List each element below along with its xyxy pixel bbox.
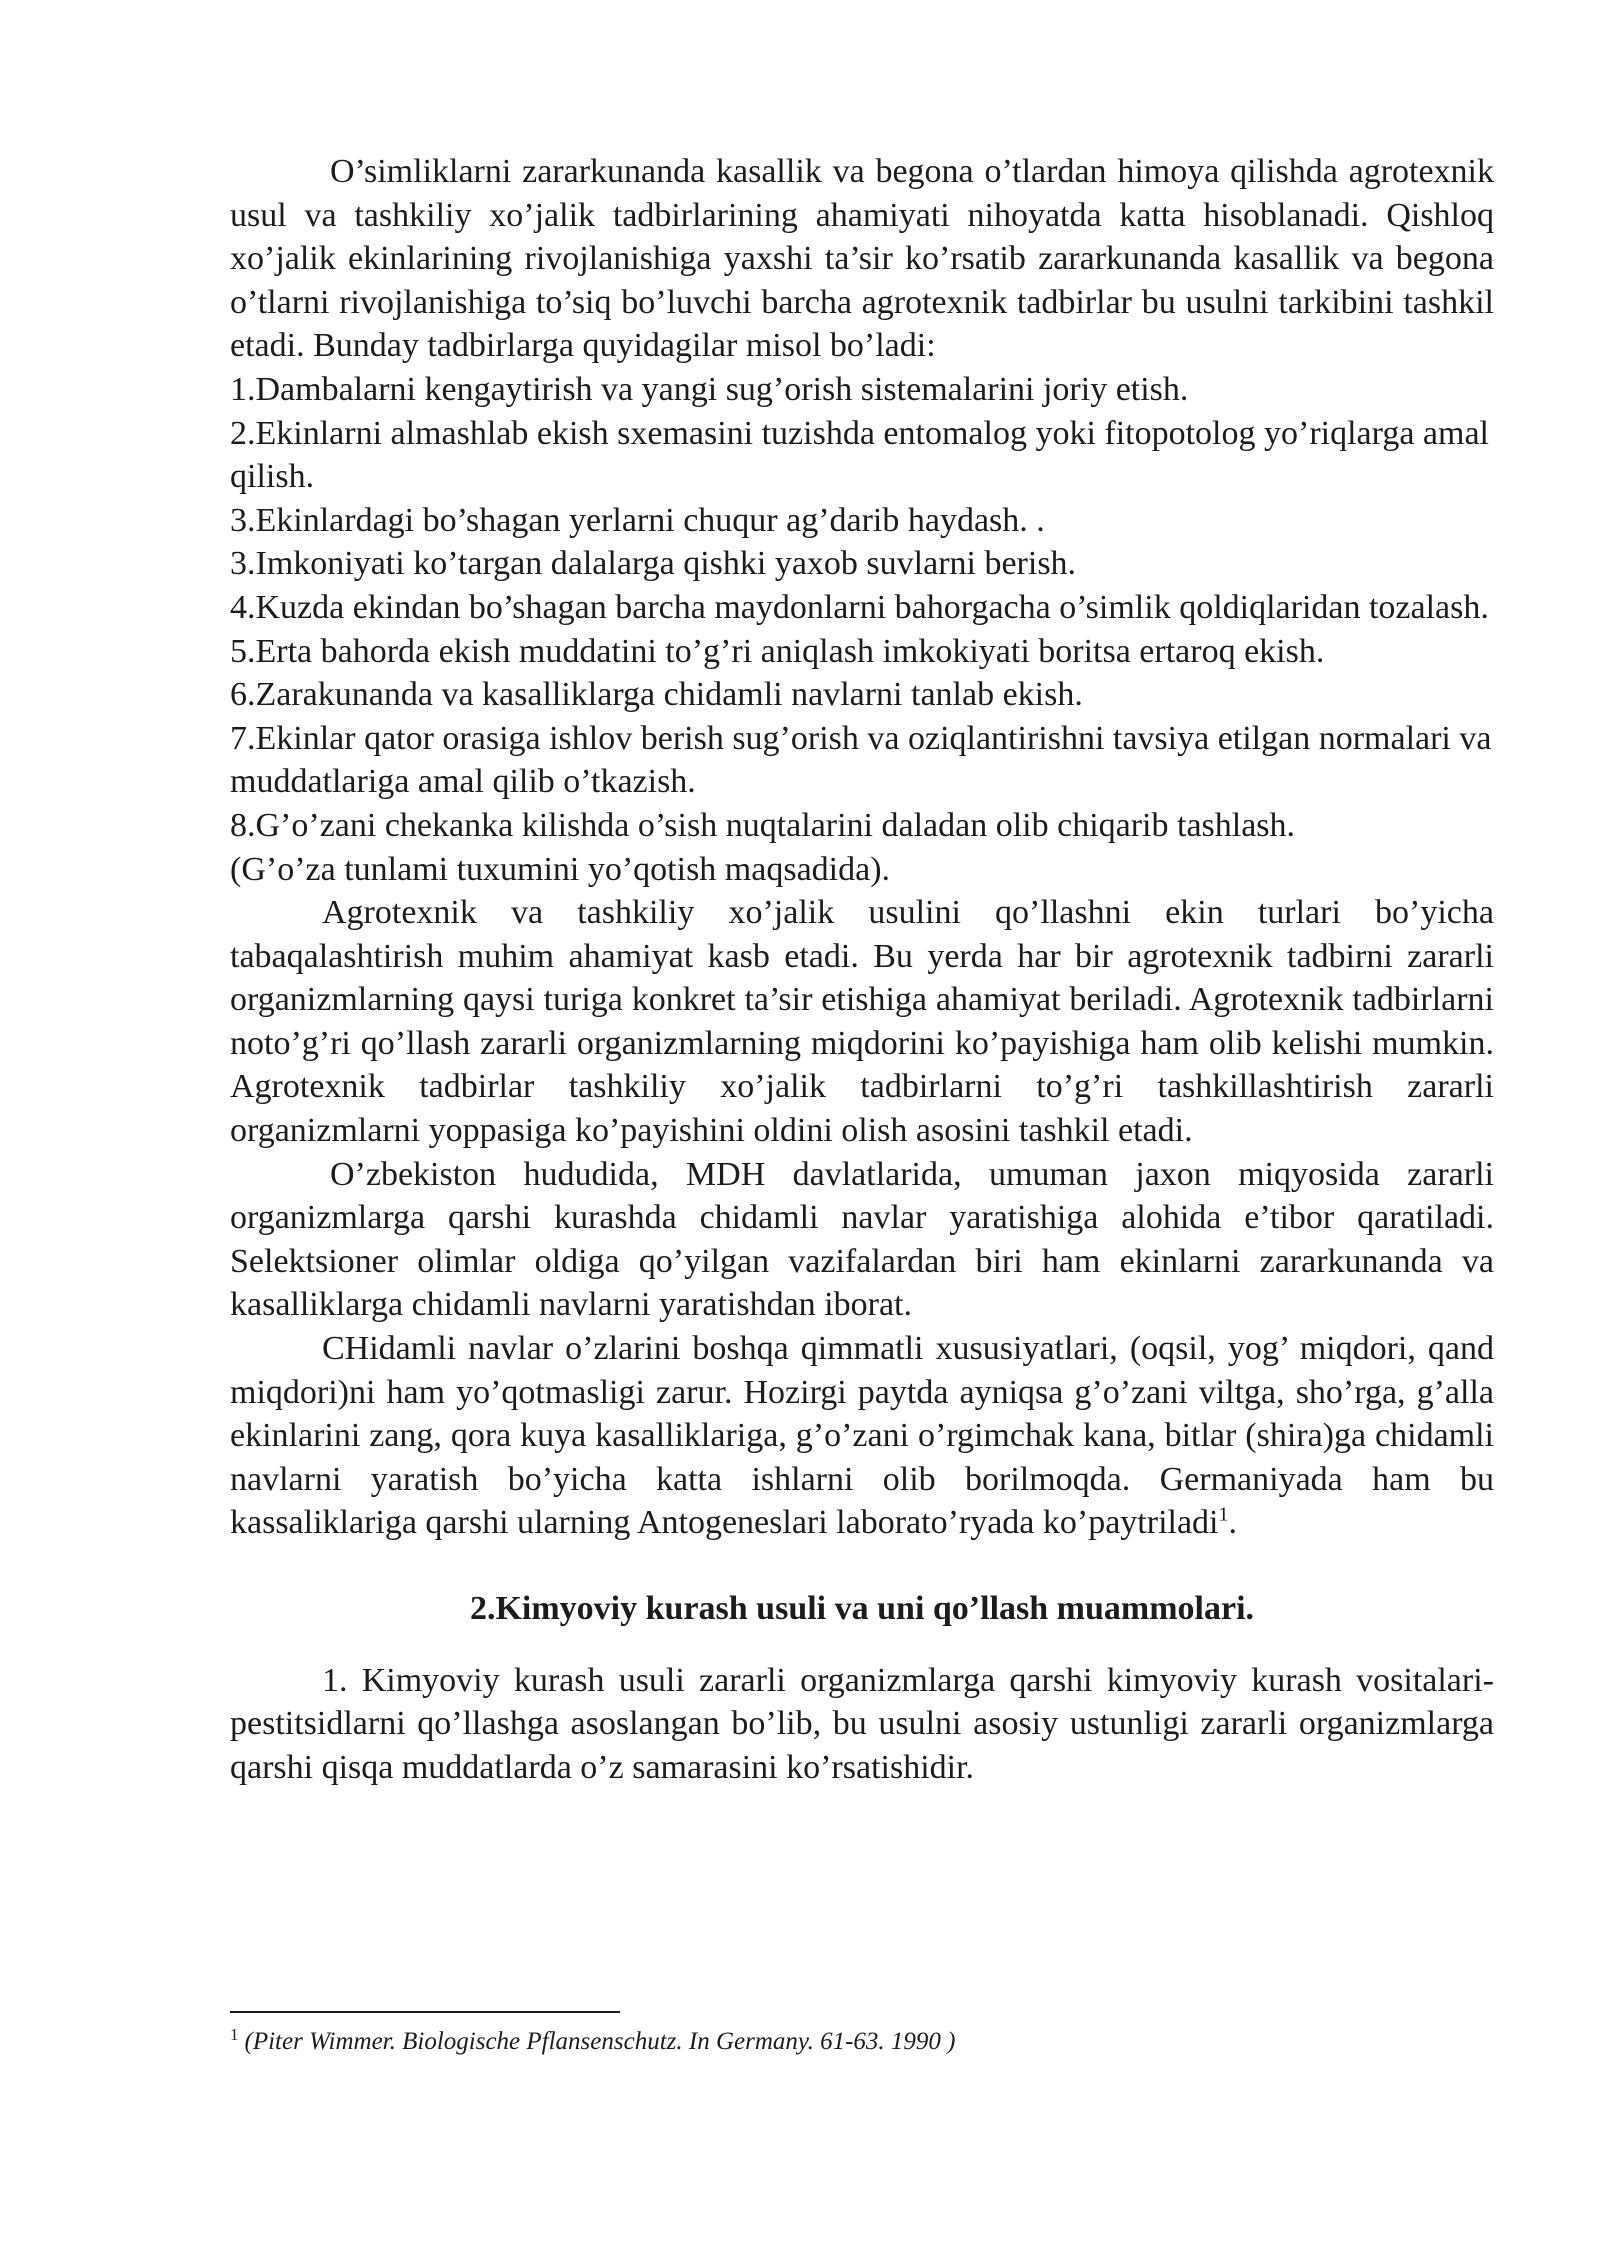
document-body xyxy=(230,150,1494,1789)
paragraph-resistance-text: CHidamli navlar o’zlarini boshqa qimmatli xususiyatlari, (oqsil, yog’ miqdori, qand miqdori)ni ham yo’qotmasligi zarur. Hozirgi paytda ayniqsa g’o’zani viltga, sho’rga, g’alla ekinlarini zang, qora kuya kasalliklariga, g’o’zani o’rgimchak kana, bitlar (shira)ga chidamli navlarni yaratish bo’yicha katta ishlarni olib borilmoqda. Germaniyada ham bu kassaliklariga qarshi ularning Antogeneslari laborato’ryada ko’paytriladi xyxy=(230,1330,1494,1542)
footnote-divider xyxy=(230,2011,620,2013)
list-item: 7.Ekinlar qator orasiga ishlov berish sug’orish va oziqlantirishni tavsiya etilgan normalari va muddatlariga amal qilib o’tkazish. xyxy=(230,719,1492,801)
list-item: 8.G’o’zani chekanka kilishda o’sish nuqtalarini daladan olib chiqarib tashlash. xyxy=(230,806,1296,844)
list-item: 4.Kuzda ekindan bo’shagan barcha maydonlarni bahorgacha o’simlik qoldiqlaridan tozalash. xyxy=(230,588,1489,626)
footnote-text: (Piter Wimmer. Biologische Pflansenschutz. In Germany. 61-63. 1990 ) xyxy=(244,2028,956,2055)
paragraph-resistance-properties xyxy=(230,1327,1494,1545)
paragraph-agrotechnical: Agrotexnik va tashkiliy xo’jalik usulini qo’llashni ekin turlari bo’yicha tabaqalashtirish muhim ahamiyat kasb etadi. Bu yerda har bir agrotexnik tadbirni zararli organizmlarning qaysi turiga konkret ta’sir etishiga ahamiyat beriladi. Agrotexnik tadbirlarni noto’g’ri qo’llash zararli organizmlarning miqdorini ko’payishiga ham olib kelishi mumkin. Agrotexnik tadbirlar tashkiliy xo’jalik tadbirlarni to’g’ri tashkillashtirish zararli organizmlarni yoppasiga ko’payishini oldini olish asosini tashkil etadi. xyxy=(230,894,1494,1150)
list-item: 2.Ekinlarni almashlab ekish sxemasini tuzishda entomalog yoki fitopotolog yo’riqlarga amal qilish. xyxy=(230,414,1489,496)
list-item: 6.Zarakunanda va kasalliklarga chidamli navlarni tanlab ekish. xyxy=(230,676,1083,714)
footnote-mark: 1 xyxy=(230,2024,239,2044)
paragraph-intro: O’simliklarni zararkunanda kasallik va begona o’tlardan himoya qilishda agrotexnik usul va tashkiliy xo’jalik tadbirlarining ahamiyati nihoyatda katta hisoblanadi. Qishloq xo’jalik ekinlarining rivojlanishiga yaxshi ta’sir ko’rsatib zararkunanda kasallik va begona o’tlarni rivojlanishiga to’siq bo’luvchi barcha agrotexnik tadbirlar bu usulni tarkibini tashkil etadi. Bunday tadbirlarga quyidagilar misol bo’ladi: xyxy=(230,153,1494,365)
paragraph-chemical-method: 1. Kimyoviy kurash usuli zararli organizmlarga qarshi kimyoviy kurash vositalari-pestitsidlarni qo’llashga asoslangan bo’lib, bu usulni asosiy ustunligi zararli organizmlarga qarshi qisqa muddatlarda o’z samarasini ko’rsatishidir. xyxy=(230,1661,1494,1786)
paragraph-resistant-varieties: O’zbekiston hududida, MDH davlatlarida, umuman jaxon miqyosida zararli organizmlarga qarshi kurashda chidamli navlar yaratishiga alohida e’tibor qaratiladi. Selektsioner olimlar oldiga qo’yilgan vazifalardan biri ham ekinlarni zararkunanda va kasalliklarga chidamli navlarni yaratishdan iborat. xyxy=(230,1155,1494,1324)
list-item: 1.Dambalarni kengaytirish va yangi sug’orish sistemalarini joriy etish. xyxy=(230,370,1189,408)
measures-list xyxy=(230,368,1494,891)
footnote-reference[interactable]: 1 xyxy=(1218,1504,1229,1527)
list-item: (G’o’za tunlami tuxumini yo’qotish maqsadida). xyxy=(230,850,891,888)
list-item: 3.Ekinlardagi bo’shagan yerlarni chuqur ag’darib haydash. . xyxy=(230,501,1045,539)
footnote xyxy=(230,2026,1494,2058)
list-item: 5.Erta bahorda ekish muddatini to’g’ri aniqlash imkokiyati boritsa ertaroq ekish. xyxy=(230,632,1325,670)
paragraph-end-punct: . xyxy=(1228,1504,1238,1542)
section-heading: 2.Kimyoviy kurash usuli va uni qo’llash muammolari. xyxy=(469,1590,1255,1627)
list-item: 3.Imkoniyati ko’targan dalalarga qishki yaxob suvlarni berish. xyxy=(230,545,1077,583)
